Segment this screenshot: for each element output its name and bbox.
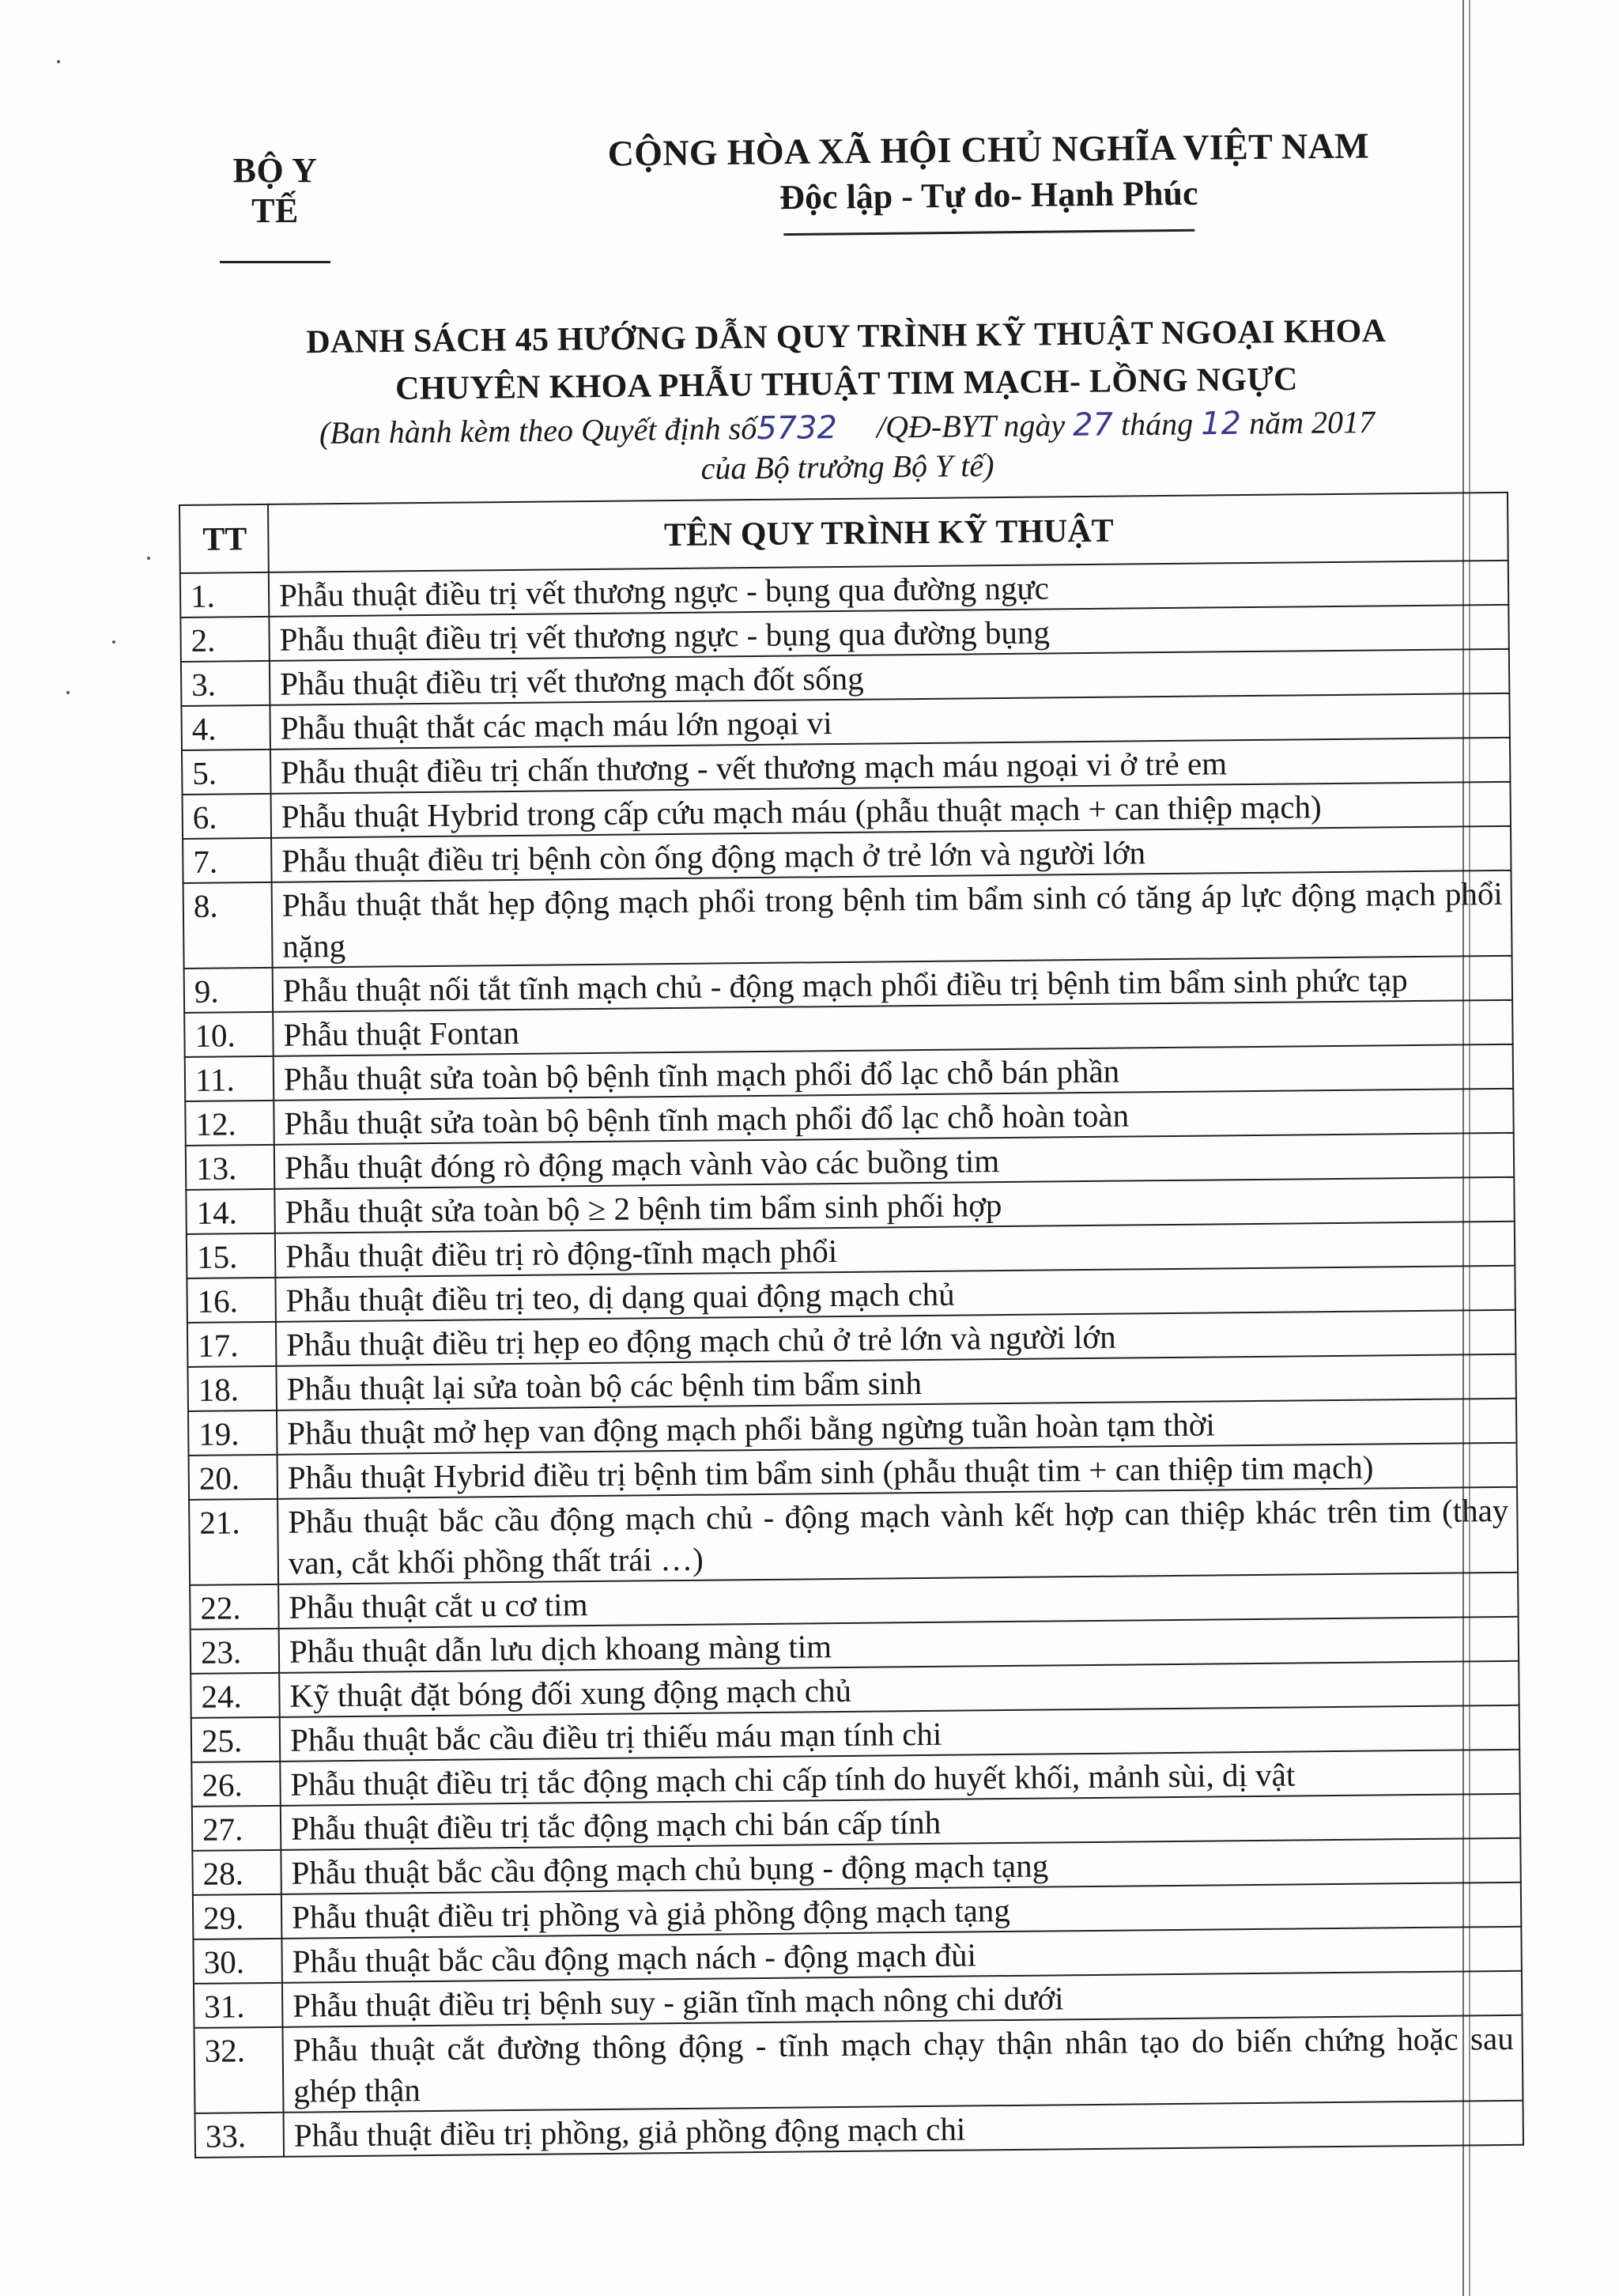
- row-number: 29.: [193, 1894, 282, 1939]
- procedure-name: Phẫu thuật mở hẹp van động mạch phổi bằng ngừng tuần hoàn tạm thời: [277, 1399, 1516, 1455]
- procedure-name: Phẫu thuật điều trị vết thương mạch đốt sống: [270, 649, 1509, 705]
- scan-speck: [57, 60, 60, 63]
- decision-number-handwritten: 5732: [756, 410, 838, 447]
- row-number: 28.: [192, 1850, 281, 1895]
- row-number: 1.: [180, 572, 270, 617]
- row-number: 30.: [193, 1939, 282, 1984]
- row-number: 18.: [187, 1366, 277, 1411]
- row-number: 23.: [191, 1629, 280, 1674]
- issuance-decision-code: /QĐ-BYT ngày: [876, 407, 1066, 445]
- issue-month-handwritten: 12: [1200, 405, 1242, 443]
- procedure-name: Phẫu thuật cắt đường thông động - tĩnh mạch chạy thận nhân tạo do biến chứng hoặc sau ghép thận: [282, 2015, 1523, 2113]
- row-number: 8.: [183, 882, 273, 969]
- row-number: 33.: [195, 2113, 285, 2158]
- column-header-procedure-name: TÊN QUY TRÌNH KỸ THUẬT: [268, 493, 1508, 572]
- row-number: 9.: [184, 968, 274, 1013]
- procedure-name: Phẫu thuật Hybrid điều trị bệnh tim bẩm sinh (phẫu thuật tim + can thiệp tim mạch): [277, 1443, 1517, 1499]
- national-header: [569, 124, 1408, 238]
- row-number: 10.: [184, 1012, 274, 1057]
- procedures-table: [179, 492, 1524, 2158]
- procedure-name: Phẫu thuật điều trị chấn thương - vết thương mạch máu ngoại vi ở trẻ em: [270, 738, 1510, 794]
- column-header-tt: TT: [179, 504, 269, 573]
- procedure-name: Phẫu thuật điều trị tắc động mạch chi bán cấp tính: [281, 1794, 1520, 1850]
- procedure-name: Phẫu thuật bắc cầu động mạch nách - động mạch đùi: [281, 1927, 1521, 1983]
- issuance-prefix: (Ban hành kèm theo Quyết định số: [319, 410, 757, 451]
- row-number: 32.: [194, 2027, 283, 2113]
- row-number: 2.: [180, 617, 270, 662]
- document-title-line1: DANH SÁCH 45 HƯỚNG DẪN QUY TRÌNH KỸ THUẬT NGOẠI KHOA: [306, 312, 1387, 361]
- row-number: 26.: [191, 1762, 281, 1807]
- procedure-name: Phẫu thuật cắt u cơ tim: [278, 1573, 1518, 1629]
- national-title: CỘNG HÒA XÃ HỘI CHỦ NGHĨA VIỆT NAM: [607, 125, 1370, 174]
- row-number: 19.: [188, 1410, 277, 1456]
- scan-speck: [112, 640, 115, 644]
- procedure-name: Phẫu thuật Hybrid trong cấp cứu mạch máu (phẫu thuật mạch + can thiệp mạch): [271, 782, 1511, 838]
- procedures-table-body: [180, 561, 1523, 2158]
- procedures-table-wrapper: [179, 492, 1523, 2158]
- motto-underline: [783, 229, 1194, 236]
- procedure-name: Phẫu thuật thắt hẹp động mạch phổi trong bệnh tim bẩm sinh có tăng áp lực động mạch phổi nặng: [272, 870, 1512, 968]
- row-number: 3.: [181, 661, 270, 706]
- issue-day-handwritten: 27: [1072, 406, 1114, 444]
- procedure-name: Phẫu thuật điều trị vết thương ngực - bụng qua đường ngực: [269, 561, 1508, 617]
- procedure-name: Phẫu thuật dẫn lưu dịch khoang màng tim: [279, 1617, 1519, 1673]
- document-title-block: [237, 307, 1456, 493]
- row-number: 11.: [185, 1056, 274, 1101]
- procedure-name: Phẫu thuật điều trị tắc động mạch chi cấp tính do huyết khối, mảnh sùi, dị vật: [280, 1750, 1519, 1806]
- row-number: 24.: [191, 1673, 280, 1718]
- procedure-name: Phẫu thuật Fontan: [273, 1000, 1512, 1056]
- procedure-name: Phẫu thuật thắt các mạch máu lớn ngoại vi: [270, 693, 1509, 750]
- procedure-name: Phẫu thuật điều trị phồng và giả phồng động mạch tạng: [281, 1882, 1521, 1939]
- procedure-name: Phẫu thuật đóng rò động mạch vành vào các buồng tim: [274, 1133, 1514, 1189]
- issuance-month-label: tháng: [1120, 406, 1194, 443]
- procedure-name: Kỹ thuật đặt bóng đối xung động mạch chủ: [279, 1661, 1519, 1717]
- procedure-name: Phẫu thuật bắc cầu động mạch chủ - động mạch vành kết hợp can thiệp khác trên tim (thay van, cắt khối phồng thất trái …): [277, 1487, 1518, 1584]
- scan-speck: [66, 691, 70, 694]
- procedure-name: Phẫu thuật điều trị hẹp eo động mạch chủ ở trẻ lớn và người lớn: [276, 1310, 1515, 1366]
- row-number: 22.: [190, 1584, 279, 1629]
- table-row: [183, 870, 1512, 969]
- national-motto: Độc lập - Tự do- Hạnh Phúc: [779, 173, 1198, 217]
- row-number: 7.: [183, 838, 272, 883]
- organization-underline: [220, 261, 330, 263]
- procedure-name: Phẫu thuật điều trị rò động-tĩnh mạch phổi: [275, 1222, 1515, 1278]
- procedure-name: Phẫu thuật điều trị phồng, giả phồng động mạch chi: [284, 2101, 1523, 2157]
- procedure-name: Phẫu thuật điều trị bệnh còn ống động mạch ở trẻ lớn và người lớn: [271, 826, 1511, 882]
- procedure-name: Phẫu thuật điều trị bệnh suy - giãn tĩnh mạch nông chi dưới: [282, 1971, 1522, 2027]
- row-number: 6.: [183, 794, 272, 839]
- row-number: 27.: [192, 1806, 281, 1851]
- organization-name: BỘ Y TẾ: [232, 151, 318, 230]
- row-number: 25.: [191, 1717, 281, 1762]
- row-number: 17.: [187, 1322, 277, 1367]
- row-number: 12.: [185, 1101, 274, 1146]
- procedure-name: Phẫu thuật điều trị vết thương ngực - bụng qua đường bụng: [269, 605, 1508, 661]
- row-number: 21.: [189, 1499, 278, 1585]
- row-number: 5.: [182, 750, 271, 795]
- procedure-name: Phẫu thuật sửa toàn bộ bệnh tĩnh mạch phổi đổ lạc chỗ bán phần: [274, 1044, 1513, 1101]
- issuance-note-line2: của Bộ trưởng Bộ Y tế): [700, 447, 994, 486]
- row-number: 4.: [181, 705, 270, 750]
- table-row: [189, 1487, 1518, 1585]
- procedure-name: Phẫu thuật bắc cầu động mạch chủ bụng - động mạch tạng: [281, 1838, 1520, 1894]
- procedure-name: Phẫu thuật nối tắt tĩnh mạch chủ - động mạch phổi điều trị bệnh tim bẩm sinh phức tạp: [273, 956, 1512, 1012]
- issuance-year: năm 2017: [1248, 403, 1376, 441]
- row-number: 15.: [187, 1233, 276, 1278]
- row-number: 16.: [187, 1278, 276, 1323]
- organization-block: [212, 150, 338, 263]
- document-title-line2: CHUYÊN KHOA PHẪU THUẬT TIM MẠCH- LỒNG NGỰC: [394, 361, 1298, 407]
- procedure-name: Phẫu thuật điều trị teo, dị dạng quai động mạch chủ: [275, 1266, 1515, 1322]
- procedure-name: Phẫu thuật lại sửa toàn bộ các bệnh tim bẩm sinh: [276, 1354, 1515, 1410]
- procedure-name: Phẫu thuật sửa toàn bộ ≥ 2 bệnh tim bẩm sinh phối hợp: [274, 1177, 1514, 1233]
- table-header-row: [179, 493, 1508, 573]
- scan-speck: [147, 557, 150, 560]
- table-row: [194, 2015, 1523, 2113]
- row-number: 31.: [194, 1983, 283, 2028]
- procedure-name: Phẫu thuật bắc cầu điều trị thiếu máu mạn tính chi: [280, 1705, 1519, 1762]
- row-number: 13.: [186, 1145, 275, 1190]
- row-number: 14.: [186, 1189, 275, 1234]
- procedure-name: Phẫu thuật sửa toàn bộ bệnh tĩnh mạch phổi đổ lạc chỗ hoàn toàn: [274, 1089, 1513, 1145]
- row-number: 20.: [189, 1455, 278, 1500]
